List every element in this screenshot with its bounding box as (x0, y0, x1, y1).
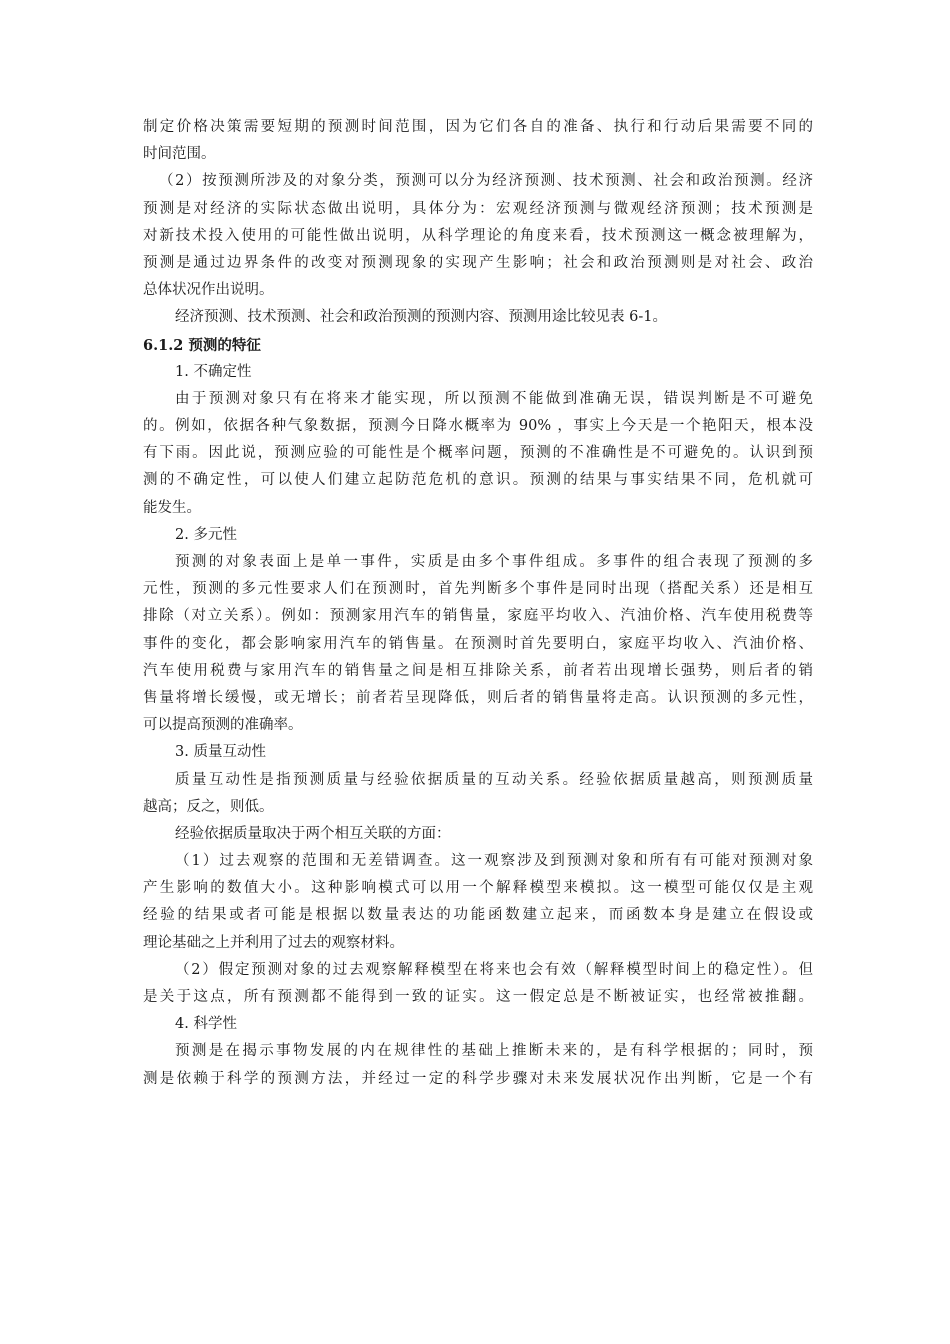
text-line: 预测是通过边界条件的改变对预测现象的实现产生影响；社会和政治预测则是对社会、政治 (143, 254, 813, 271)
text-line: 质量互动性是指预测质量与经验依据质量的互动关系。经验依据质量越高，则预测质量 (175, 771, 813, 788)
text-line: 排除（对立关系）。例如：预测家用汽车的销售量，家庭平均收入、汽油价格、汽车使用税费等 (143, 608, 813, 625)
text-line: 可以提高预测的准确率。 (143, 717, 303, 734)
text-line: 元性，预测的多元性要求人们在预测时，首先判断多个事件是同时出现（搭配关系）还是相互 (143, 581, 813, 598)
text-line: 预测是在揭示事物发展的内在规律性的基础上推断未来的，是有科学根据的；同时，预 (175, 1043, 813, 1060)
text-line: 4. 科学性 (175, 1016, 237, 1033)
text-line: 的。例如，依据各种气象数据，预测今日降水概率为 90% ，事实上今天是一个艳阳天，根本没 (143, 418, 813, 435)
text-line: （2）假定预测对象的过去观察解释模型在将来也会有效（解释模型时间上的稳定性）。但 (175, 961, 813, 978)
text-line: 时间范围。 (143, 146, 216, 163)
text-line: 能发生。 (143, 499, 201, 516)
text-line: （2）按预测所涉及的对象分类，预测可以分为经济预测、技术预测、社会和政治预测。经济 (159, 173, 813, 190)
text-line: 有下雨。因此说，预测应验的可能性是个概率问题，预测的不准确性是不可避免的。认识到预 (143, 445, 813, 462)
text-line: 产生影响的数值大小。这种影响模式可以用一个解释模型来模拟。这一模型可能仅仅是主观 (143, 880, 813, 897)
body-text (143, 114, 813, 1093)
text-line: 2. 多元性 (175, 526, 237, 543)
text-line: 测的不确定性，可以使人们建立起防范危机的意识。预测的结果与事实结果不同，危机就可 (143, 472, 813, 489)
text-line: 预测的对象表面上是单一事件，实质是由多个事件组成。多事件的组合表现了预测的多 (175, 554, 813, 570)
text-line: 汽车使用税费与家用汽车的销售量之间是相互排除关系，前者若出现增长强势，则后者的销 (143, 662, 813, 679)
text-line: 越高；反之，则低。 (143, 798, 274, 815)
text-line: 经济预测、技术预测、社会和政治预测的预测内容、预测用途比较见表 6-1。 (175, 309, 667, 326)
text-line: 对新技术投入使用的可能性做出说明，从科学理论的角度来看，技术预测这一概念被理解为， (143, 227, 813, 244)
text-line: 总体状况作出说明。 (143, 282, 274, 299)
text-line: 售量将增长缓慢，或无增长；前者若呈现降低，则后者的销售量将走高。认识预测的多元性， (143, 689, 813, 706)
text-line: 由于预测对象只有在将来才能实现，所以预测不能做到准确无误，错误判断是不可避免 (175, 390, 813, 407)
text-line: （1）过去观察的范围和无差错调查。这一观察涉及到预测对象和所有有可能对预测对象 (175, 853, 813, 870)
text-line: 理论基础之上并利用了过去的观察材料。 (143, 934, 404, 951)
text-line: 1. 不确定性 (175, 363, 252, 380)
text-line: 是关于这点，所有预测都不能得到一致的证实。这一假定总是不断被证实，也经常被推翻。 (143, 989, 813, 1005)
text-line: 经验依据质量取决于两个相互关联的方面： (175, 825, 451, 842)
text-line: 预测是对经济的实际状态做出说明，具体分为：宏观经济预测与微观经济预测；技术预测是 (143, 200, 813, 217)
text-line: 制定价格决策需要短期的预测时间范围，因为它们各自的准备、执行和行动后果需要不同的 (143, 119, 813, 135)
text-line: 事件的变化，都会影响家用汽车的销售量。在预测时首先要明白，家庭平均收入、汽油价格、 (143, 635, 813, 652)
text-line: 3. 质量互动性 (175, 744, 266, 761)
text-line: 测是依赖于科学的预测方法，并经过一定的科学步骤对未来发展状况作出判断，它是一个有 (143, 1070, 813, 1087)
text-line: 经验的结果或者可能是根据以数量表达的功能函数建立起来，而函数本身是建立在假设或 (143, 907, 813, 924)
section-heading: 6.1.2 预测的特征 (143, 336, 261, 354)
